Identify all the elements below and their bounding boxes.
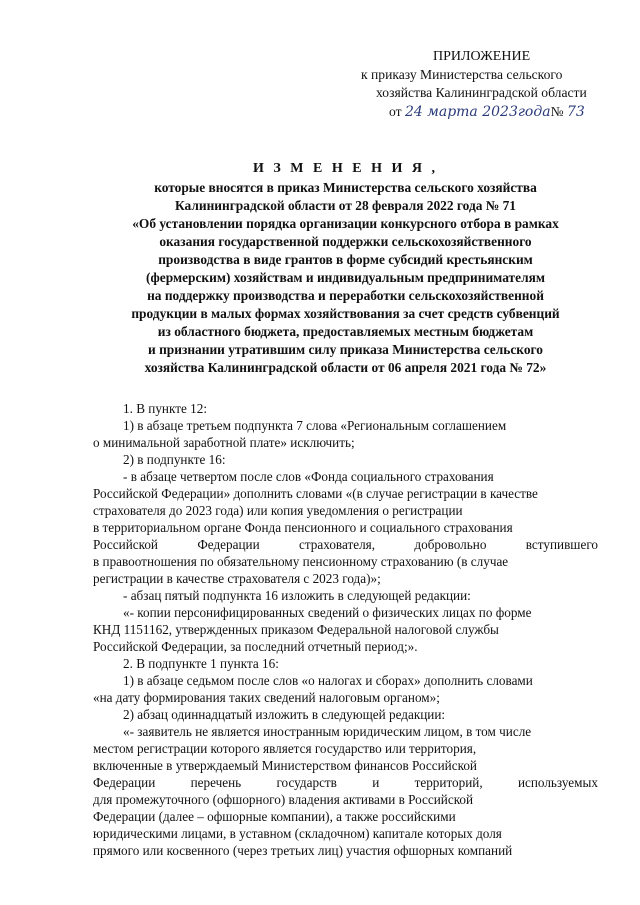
paragraph-line: регистрации в качестве страхователя с 2023 года)»;	[93, 571, 381, 586]
appendix-stamp	[361, 48, 598, 122]
word: и	[372, 775, 380, 790]
text-line: 1) в абзаце третьем подпункта 7 слова «Региональным соглашением	[123, 418, 507, 433]
paragraph-line: 1) в абзаце седьмом после слов «о налогах и сборах» дополнить словами	[123, 673, 533, 688]
paragraph-line: о минимальной заработной плате» исключить;	[93, 435, 355, 450]
word: страхователя,	[299, 537, 376, 552]
paragraph-line: - в абзаце четвертом после слов «Фонда социального страхования	[123, 469, 494, 484]
paragraph-line: в территориальном органе Фонда пенсионного и социального страхования	[93, 520, 513, 535]
paragraph-line: «- копии персонифицированных сведений о физических лицах по форме	[123, 605, 532, 620]
paragraph-subitem: 2) в подпункте 16:	[123, 452, 226, 467]
handwritten-date: 24 марта 2023года	[404, 104, 551, 120]
word: государств	[276, 775, 337, 790]
word: вступившего	[525, 537, 598, 552]
paragraph-line: - абзац пятый подпункта 16 изложить в следующей редакции:	[123, 588, 471, 603]
paragraph-line: прямого или косвенного (через третьих лиц) участия офшорных компаний	[93, 843, 513, 858]
title-line: и признании утратившим силу приказа Министерства сельского	[148, 342, 543, 357]
word: используемых	[517, 775, 598, 790]
paragraph-line: 2) абзац одиннадцатый изложить в следующей редакции:	[123, 707, 446, 722]
title-line: (фермерским) хозяйствам и индивидуальным предпринимателям	[146, 270, 545, 285]
word: Федерации	[197, 537, 260, 552]
title-line: хозяйства Калининградской области от 06 апреля 2021 года № 72»	[144, 360, 547, 375]
title-line: из областного бюджета, предоставляемых местным бюджетам	[157, 324, 534, 339]
handwritten-number: 73	[566, 104, 585, 120]
paragraph-line: местом регистрации которого является государство или территория,	[93, 741, 477, 756]
paragraph-line: КНД 1151162, утвержденных приказом Федеральной налоговой службы	[93, 622, 499, 637]
paragraph-line: Федерации (далее – офшорные компании), а также российскими	[93, 809, 456, 824]
paragraph-line	[93, 417, 598, 434]
paragraph-line: страхователя до 2023 года) или копия уведомления о регистрации	[93, 503, 463, 518]
appendix-title: ПРИЛОЖЕНИЕ	[433, 49, 531, 64]
paragraph-line: в правоотношения по обязательному пенсионному страхованию (в случае	[93, 554, 509, 569]
paragraph-line: «- заявитель не является иностранным юридическим лицом, в том числе	[123, 724, 532, 739]
date-prefix: от	[389, 104, 405, 119]
paragraph-line: для промежуточного (офшорного) владения активами в Российской	[93, 792, 474, 807]
paragraph-item-1: 1. В пункте 12:	[123, 401, 207, 416]
paragraph-line-spaced	[93, 774, 598, 791]
word: Российской	[93, 537, 158, 552]
number-prefix: №	[550, 104, 567, 119]
title-heading: И З М Е Н Е Н И Я ,	[253, 161, 438, 176]
title-line: Калининградской области от 28 февраля 2022 года № 71	[175, 198, 516, 213]
paragraph-line: включенные в утверждаемый Министерством финансов Российской	[93, 758, 477, 773]
title-line: «Об установлении порядка организации конкурсного отбора в рамках	[132, 216, 559, 231]
appendix-order-line: к приказу Министерства сельского	[361, 67, 563, 82]
appendix-ministry-line: хозяйства Калининградской области	[376, 85, 587, 100]
word: перечень	[190, 775, 242, 790]
paragraph-line: юридическими лицами, в уставном (складочном) капитале которых доля	[93, 826, 502, 841]
paragraph-line: Российской Федерации, за последний отчетный период;».	[93, 639, 418, 654]
appendix-date-line	[361, 102, 598, 122]
paragraph-item-2: 2. В подпункте 1 пункта 16:	[123, 656, 279, 671]
title-line: которые вносятся в приказ Министерства сельского хозяйства	[154, 180, 537, 195]
paragraph-line-spaced	[93, 536, 598, 553]
title-line: оказания государственной поддержки сельскохозяйственного	[159, 234, 532, 249]
paragraph-line: «на дату формирования таких сведений налоговым органом»;	[93, 690, 440, 705]
title-line: на поддержку производства и переработки сельскохозяйственной	[147, 288, 544, 303]
document-body	[93, 400, 598, 859]
word: добровольно	[414, 537, 487, 552]
title-line: производства в виде грантов в форме субсидий крестьянским	[158, 252, 533, 267]
word: Федерации	[93, 775, 156, 790]
title-line: продукции в малых формах хозяйствования за счет средств субвенций	[131, 306, 560, 321]
word: территорий,	[414, 775, 483, 790]
paragraph-line: Российской Федерации» дополнить словами «(в случае регистрации в качестве	[93, 486, 538, 501]
document-title	[93, 160, 598, 377]
